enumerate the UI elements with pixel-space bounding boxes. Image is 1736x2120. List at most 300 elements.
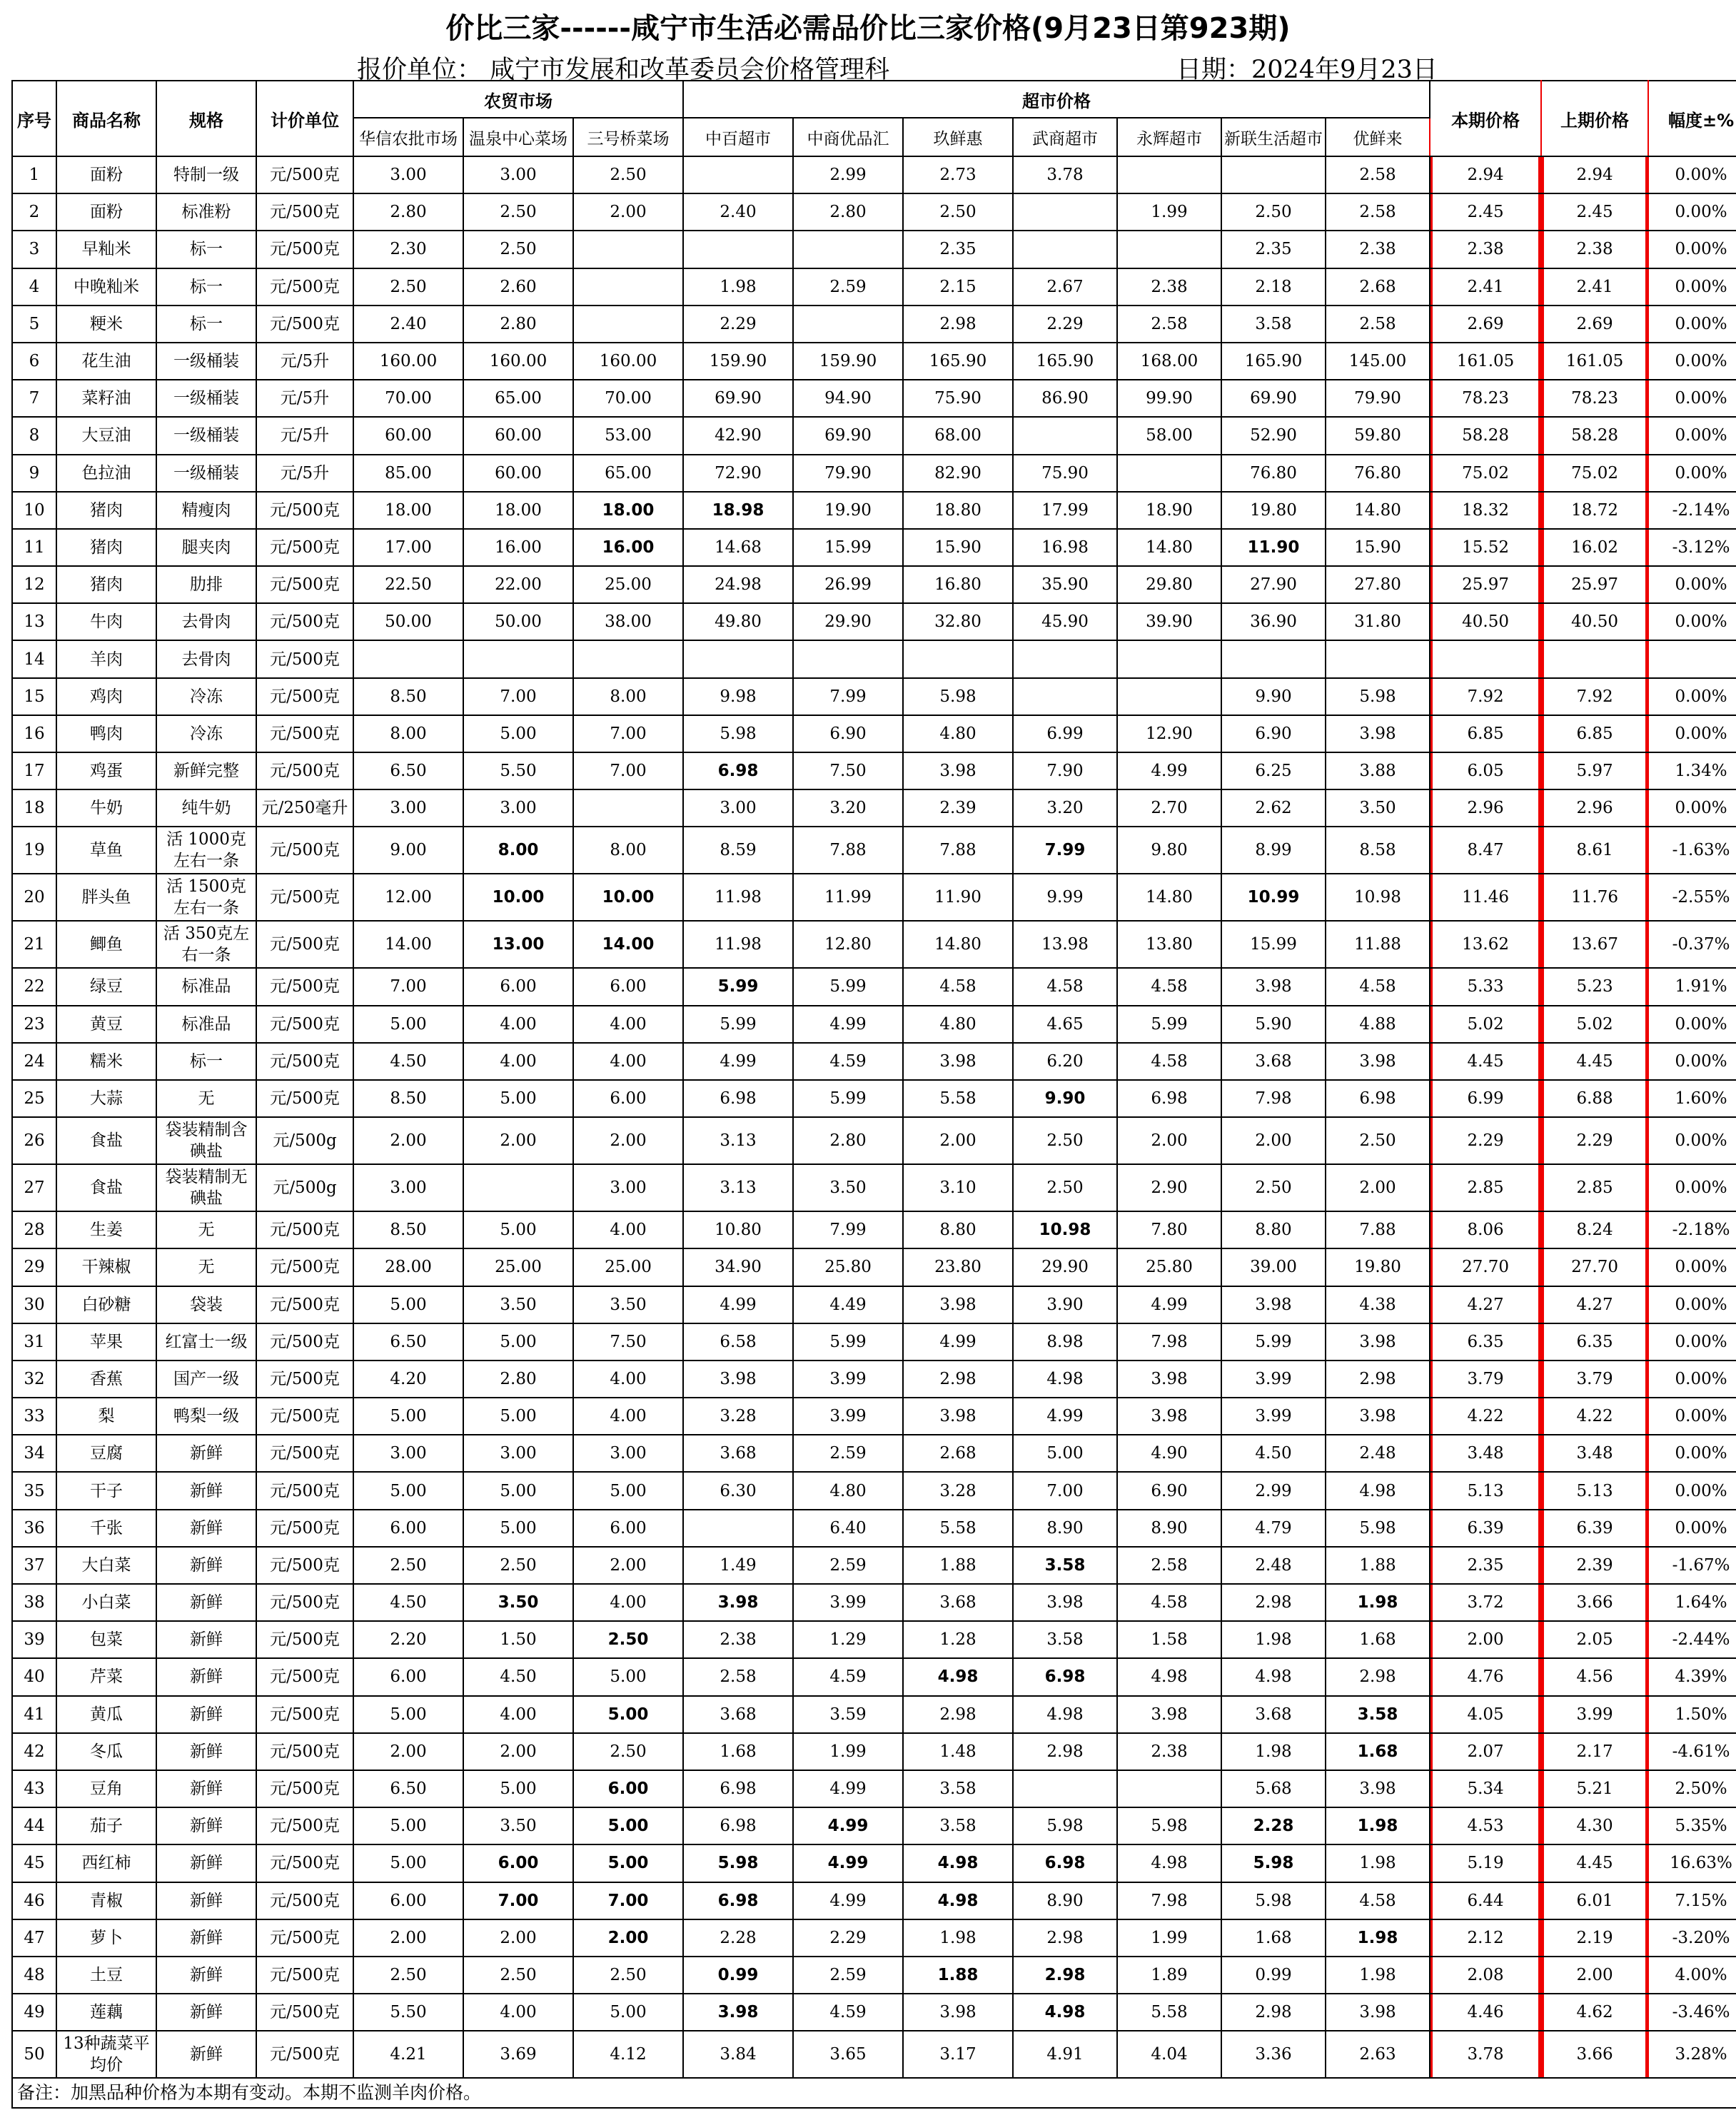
cell-store-price: 2.59 bbox=[793, 268, 903, 306]
cell-store-price: 2.50 bbox=[463, 231, 573, 268]
cell-seq: 7 bbox=[12, 380, 56, 417]
cell-name: 鸭肉 bbox=[56, 715, 156, 752]
table-row bbox=[12, 2031, 1736, 2078]
cell-current: 2.38 bbox=[1430, 231, 1541, 268]
cell-change: 4.00% bbox=[1648, 1957, 1736, 1994]
cell-previous: 13.67 bbox=[1541, 921, 1648, 968]
cell-current: 6.99 bbox=[1430, 1080, 1541, 1117]
cell-store-price bbox=[1013, 678, 1117, 715]
cell-seq: 49 bbox=[12, 1994, 56, 2031]
table-row bbox=[12, 1919, 1736, 1957]
cell-store-price: 4.99 bbox=[793, 1807, 903, 1844]
cell-seq: 34 bbox=[12, 1435, 56, 1472]
cell-name: 黄豆 bbox=[56, 1006, 156, 1043]
cell-store-price: 5.00 bbox=[573, 1807, 683, 1844]
cell-change: 0.00% bbox=[1648, 1043, 1736, 1080]
cell-store-price: 8.50 bbox=[353, 1211, 463, 1248]
header-market-group: 超市价格 bbox=[683, 81, 1430, 118]
cell-change: 0.00% bbox=[1648, 1435, 1736, 1472]
table-row bbox=[12, 1472, 1736, 1509]
cell-store-price: 4.99 bbox=[683, 1043, 793, 1080]
cell-store-price: 3.58 bbox=[1221, 306, 1326, 343]
cell-store-price: 52.90 bbox=[1221, 417, 1326, 454]
cell-name: 牛肉 bbox=[56, 603, 156, 640]
cell-current: 78.23 bbox=[1430, 380, 1541, 417]
cell-unit: 元/500克 bbox=[256, 1957, 353, 1994]
cell-name: 菜籽油 bbox=[56, 380, 156, 417]
cell-change: -3.20% bbox=[1648, 1919, 1736, 1957]
cell-spec: 新鲜 bbox=[156, 1435, 256, 1472]
cell-previous: 4.45 bbox=[1541, 1043, 1648, 1080]
table-row bbox=[12, 1882, 1736, 1919]
cell-name: 西红柿 bbox=[56, 1844, 156, 1882]
cell-spec: 腿夹肉 bbox=[156, 529, 256, 566]
cell-store-price: 76.80 bbox=[1221, 455, 1326, 492]
cell-change: 2.50% bbox=[1648, 1770, 1736, 1807]
cell-previous: 7.92 bbox=[1541, 678, 1648, 715]
cell-name: 猪肉 bbox=[56, 566, 156, 603]
cell-current: 7.92 bbox=[1430, 678, 1541, 715]
cell-store-price: 3.99 bbox=[793, 1398, 903, 1435]
cell-store-price: 25.80 bbox=[793, 1248, 903, 1286]
cell-store-price bbox=[683, 640, 793, 677]
cell-store-price: 3.98 bbox=[1221, 1286, 1326, 1323]
cell-unit: 元/500克 bbox=[256, 529, 353, 566]
cell-name: 早籼米 bbox=[56, 231, 156, 268]
cell-store-price: 5.00 bbox=[573, 1696, 683, 1733]
cell-previous: 6.01 bbox=[1541, 1882, 1648, 1919]
cell-seq: 29 bbox=[12, 1248, 56, 1286]
cell-store-price: 2.98 bbox=[1013, 1733, 1117, 1770]
cell-store-price: 4.98 bbox=[1013, 1696, 1117, 1733]
cell-spec: 特制一级 bbox=[156, 156, 256, 193]
cell-seq: 38 bbox=[12, 1584, 56, 1621]
table-row bbox=[12, 827, 1736, 874]
cell-store-price: 58.00 bbox=[1117, 417, 1221, 454]
cell-store-price: 7.00 bbox=[1013, 1472, 1117, 1509]
cell-store-price bbox=[1013, 193, 1117, 231]
cell-unit: 元/500克 bbox=[256, 1844, 353, 1882]
cell-store-price: 6.98 bbox=[683, 1080, 793, 1117]
cell-spec: 新鲜 bbox=[156, 1844, 256, 1882]
cell-store-price: 5.00 bbox=[463, 1510, 573, 1547]
cell-change: 1.64% bbox=[1648, 1584, 1736, 1621]
cell-seq: 37 bbox=[12, 1547, 56, 1584]
cell-current: 5.02 bbox=[1430, 1006, 1541, 1043]
table-row bbox=[12, 968, 1736, 1005]
table-row bbox=[12, 529, 1736, 566]
cell-change: 0.00% bbox=[1648, 789, 1736, 827]
cell-change: 0.00% bbox=[1648, 1164, 1736, 1211]
cell-store-price: 7.98 bbox=[1221, 1080, 1326, 1117]
cell-change: -2.44% bbox=[1648, 1621, 1736, 1658]
cell-store-price: 8.50 bbox=[353, 1080, 463, 1117]
cell-name: 大白菜 bbox=[56, 1547, 156, 1584]
cell-store-price: 5.99 bbox=[793, 1080, 903, 1117]
cell-store-price: 3.68 bbox=[683, 1696, 793, 1733]
cell-store-price: 9.00 bbox=[353, 827, 463, 874]
cell-seq: 9 bbox=[12, 455, 56, 492]
cell-store-price: 2.00 bbox=[463, 1733, 573, 1770]
cell-spec: 新鲜 bbox=[156, 1882, 256, 1919]
cell-seq: 18 bbox=[12, 789, 56, 827]
cell-store-price: 5.98 bbox=[903, 678, 1013, 715]
cell-spec: 活 350克左右一条 bbox=[156, 921, 256, 968]
cell-store-price: 39.00 bbox=[1221, 1248, 1326, 1286]
cell-store-price: 3.36 bbox=[1221, 2031, 1326, 2078]
cell-store-price bbox=[1117, 640, 1221, 677]
cell-name: 冬瓜 bbox=[56, 1733, 156, 1770]
cell-previous: 11.76 bbox=[1541, 874, 1648, 921]
cell-store-price: 14.80 bbox=[1117, 874, 1221, 921]
cell-current: 4.27 bbox=[1430, 1286, 1541, 1323]
header-seq: 序号 bbox=[12, 81, 56, 156]
cell-store-price: 59.80 bbox=[1326, 417, 1430, 454]
cell-name: 包菜 bbox=[56, 1621, 156, 1658]
cell-store-price bbox=[463, 1164, 573, 1211]
cell-unit: 元/500克 bbox=[256, 1286, 353, 1323]
table-row bbox=[12, 1844, 1736, 1882]
cell-store-price: 4.59 bbox=[793, 1043, 903, 1080]
cell-seq: 6 bbox=[12, 343, 56, 380]
cell-name: 草鱼 bbox=[56, 827, 156, 874]
cell-store-price: 1.68 bbox=[1221, 1919, 1326, 1957]
cell-store-price: 10.00 bbox=[463, 874, 573, 921]
cell-store-price: 3.00 bbox=[353, 789, 463, 827]
cell-seq: 26 bbox=[12, 1117, 56, 1164]
cell-unit: 元/500克 bbox=[256, 715, 353, 752]
cell-store-price: 5.00 bbox=[573, 1994, 683, 2031]
cell-store-price: 2.50 bbox=[573, 1957, 683, 1994]
cell-store-price: 1.48 bbox=[903, 1733, 1013, 1770]
table-row bbox=[12, 1211, 1736, 1248]
table-row bbox=[12, 492, 1736, 529]
cell-change: 4.39% bbox=[1648, 1658, 1736, 1695]
cell-previous: 161.05 bbox=[1541, 343, 1648, 380]
cell-store-price bbox=[793, 640, 903, 677]
cell-store-price: 29.80 bbox=[1117, 566, 1221, 603]
table-row bbox=[12, 1248, 1736, 1286]
cell-unit: 元/500克 bbox=[256, 1770, 353, 1807]
cell-store-price: 11.99 bbox=[793, 874, 903, 921]
cell-name: 鸡蛋 bbox=[56, 752, 156, 789]
cell-name: 色拉油 bbox=[56, 455, 156, 492]
cell-store-price: 3.65 bbox=[793, 2031, 903, 2078]
cell-store-price: 4.99 bbox=[793, 1006, 903, 1043]
cell-name: 白砂糖 bbox=[56, 1286, 156, 1323]
cell-store-price: 4.58 bbox=[1013, 968, 1117, 1005]
table-row bbox=[12, 1080, 1736, 1117]
cell-unit: 元/500克 bbox=[256, 874, 353, 921]
cell-seq: 39 bbox=[12, 1621, 56, 1658]
cell-previous: 3.66 bbox=[1541, 1584, 1648, 1621]
cell-store-price: 12.90 bbox=[1117, 715, 1221, 752]
cell-store-price: 7.98 bbox=[1117, 1882, 1221, 1919]
cell-seq: 45 bbox=[12, 1844, 56, 1882]
cell-unit: 元/500g bbox=[256, 1164, 353, 1211]
cell-store-price: 3.68 bbox=[683, 1435, 793, 1472]
cell-store-price: 34.90 bbox=[683, 1248, 793, 1286]
cell-store-price: 10.98 bbox=[1013, 1211, 1117, 1248]
cell-store-price: 159.90 bbox=[793, 343, 903, 380]
cell-store-price: 4.58 bbox=[1326, 1882, 1430, 1919]
cell-previous: 2.05 bbox=[1541, 1621, 1648, 1658]
cell-unit: 元/500克 bbox=[256, 193, 353, 231]
cell-store-price: 5.99 bbox=[1117, 1006, 1221, 1043]
cell-current: 2.45 bbox=[1430, 193, 1541, 231]
cell-seq: 47 bbox=[12, 1919, 56, 1957]
cell-current: 6.05 bbox=[1430, 752, 1541, 789]
cell-store-price: 1.98 bbox=[1221, 1733, 1326, 1770]
cell-store-price: 69.90 bbox=[683, 380, 793, 417]
cell-store-price: 4.00 bbox=[463, 1994, 573, 2031]
cell-store-price bbox=[683, 1510, 793, 1547]
cell-store-price: 6.99 bbox=[1013, 715, 1117, 752]
cell-store-price: 2.48 bbox=[1326, 1435, 1430, 1472]
cell-store-price: 6.90 bbox=[793, 715, 903, 752]
cell-store-price: 2.38 bbox=[683, 1621, 793, 1658]
cell-store-price: 2.50 bbox=[1013, 1164, 1117, 1211]
cell-store-price: 6.98 bbox=[1013, 1844, 1117, 1882]
cell-store-price: 6.00 bbox=[353, 1510, 463, 1547]
cell-seq: 40 bbox=[12, 1658, 56, 1695]
cell-store-price: 72.90 bbox=[683, 455, 793, 492]
cell-name: 茄子 bbox=[56, 1807, 156, 1844]
cell-unit: 元/500克 bbox=[256, 1398, 353, 1435]
cell-store-price: 50.00 bbox=[353, 603, 463, 640]
cell-store-price: 4.00 bbox=[463, 1006, 573, 1043]
cell-previous: 5.02 bbox=[1541, 1006, 1648, 1043]
cell-unit: 元/500克 bbox=[256, 1006, 353, 1043]
cell-spec: 新鲜 bbox=[156, 1957, 256, 1994]
cell-store-price: 8.98 bbox=[1013, 1323, 1117, 1361]
cell-store-price: 2.73 bbox=[903, 156, 1013, 193]
cell-change: -4.61% bbox=[1648, 1733, 1736, 1770]
header-spec: 规格 bbox=[156, 81, 256, 156]
cell-change: 1.50% bbox=[1648, 1696, 1736, 1733]
cell-seq: 3 bbox=[12, 231, 56, 268]
cell-store-price: 7.00 bbox=[463, 678, 573, 715]
cell-store-price: 14.80 bbox=[903, 921, 1013, 968]
table-row bbox=[12, 715, 1736, 752]
cell-store-price: 11.90 bbox=[1221, 529, 1326, 566]
cell-store-price: 5.00 bbox=[353, 1398, 463, 1435]
cell-store-price: 18.00 bbox=[573, 492, 683, 529]
cell-change: 0.00% bbox=[1648, 380, 1736, 417]
cell-store-price: 2.99 bbox=[793, 156, 903, 193]
cell-store-price: 2.50 bbox=[353, 268, 463, 306]
table-row bbox=[12, 380, 1736, 417]
cell-unit: 元/500克 bbox=[256, 1584, 353, 1621]
cell-store-price: 2.58 bbox=[1326, 156, 1430, 193]
table-row bbox=[12, 1398, 1736, 1435]
cell-store-price: 4.00 bbox=[463, 1696, 573, 1733]
cell-current: 3.72 bbox=[1430, 1584, 1541, 1621]
cell-store-price: 2.50 bbox=[573, 1621, 683, 1658]
cell-name: 青椒 bbox=[56, 1882, 156, 1919]
cell-change: 0.00% bbox=[1648, 1248, 1736, 1286]
cell-store-price: 2.29 bbox=[683, 306, 793, 343]
cell-store-price: 45.90 bbox=[1013, 603, 1117, 640]
cell-spec: 标一 bbox=[156, 231, 256, 268]
cell-store-price: 168.00 bbox=[1117, 343, 1221, 380]
cell-change: 1.60% bbox=[1648, 1080, 1736, 1117]
cell-store-price: 4.99 bbox=[683, 1286, 793, 1323]
cell-store-price: 2.50 bbox=[903, 193, 1013, 231]
cell-store-price: 9.90 bbox=[1221, 678, 1326, 715]
cell-name: 花生油 bbox=[56, 343, 156, 380]
cell-store-price: 4.90 bbox=[1117, 1435, 1221, 1472]
cell-store-price: 19.80 bbox=[1326, 1248, 1430, 1286]
cell-store-price: 2.98 bbox=[903, 1696, 1013, 1733]
cell-store-price: 4.98 bbox=[1326, 1472, 1430, 1509]
cell-previous: 16.02 bbox=[1541, 529, 1648, 566]
cell-store-price: 25.00 bbox=[573, 566, 683, 603]
cell-store-price: 2.59 bbox=[793, 1435, 903, 1472]
cell-store-price: 3.28 bbox=[903, 1472, 1013, 1509]
cell-store-price bbox=[573, 789, 683, 827]
cell-store-price: 2.00 bbox=[903, 1117, 1013, 1164]
cell-name: 千张 bbox=[56, 1510, 156, 1547]
cell-store-price: 1.98 bbox=[1221, 1621, 1326, 1658]
cell-store-price: 27.80 bbox=[1326, 566, 1430, 603]
table-row bbox=[12, 1770, 1736, 1807]
cell-store-price: 5.98 bbox=[1326, 678, 1430, 715]
cell-store-price: 1.88 bbox=[903, 1957, 1013, 1994]
cell-store-price: 8.99 bbox=[1221, 827, 1326, 874]
cell-spec: 标一 bbox=[156, 1043, 256, 1080]
cell-previous: 8.24 bbox=[1541, 1211, 1648, 1248]
cell-store-price: 4.00 bbox=[573, 1361, 683, 1398]
cell-change: -2.55% bbox=[1648, 874, 1736, 921]
cell-unit: 元/500克 bbox=[256, 678, 353, 715]
cell-store-price: 69.90 bbox=[793, 417, 903, 454]
cell-store-price: 5.58 bbox=[903, 1080, 1013, 1117]
cell-store-price: 5.00 bbox=[463, 1211, 573, 1248]
cell-store-price: 4.98 bbox=[1013, 1994, 1117, 2031]
cell-store-price: 4.79 bbox=[1221, 1510, 1326, 1547]
table-row bbox=[12, 1957, 1736, 1994]
cell-store-price: 18.98 bbox=[683, 492, 793, 529]
cell-store-price: 1.68 bbox=[1326, 1621, 1430, 1658]
cell-store-price: 7.88 bbox=[1326, 1211, 1430, 1248]
cell-change: 0.00% bbox=[1648, 1510, 1736, 1547]
cell-store-price: 5.00 bbox=[353, 1286, 463, 1323]
cell-store-price: 1.28 bbox=[903, 1621, 1013, 1658]
cell-store-price: 2.00 bbox=[463, 1919, 573, 1957]
cell-change: -3.46% bbox=[1648, 1994, 1736, 2031]
cell-spec: 新鲜 bbox=[156, 1994, 256, 2031]
cell-store-price: 4.50 bbox=[463, 1658, 573, 1695]
cell-spec: 冷冻 bbox=[156, 715, 256, 752]
cell-store-price: 19.90 bbox=[793, 492, 903, 529]
cell-unit: 元/500克 bbox=[256, 1919, 353, 1957]
cell-current: 5.19 bbox=[1430, 1844, 1541, 1882]
cell-previous: 2.39 bbox=[1541, 1547, 1648, 1584]
cell-store-price: 5.68 bbox=[1221, 1770, 1326, 1807]
cell-current: 2.12 bbox=[1430, 1919, 1541, 1957]
cell-store-price: 2.48 bbox=[1221, 1547, 1326, 1584]
cell-store-price: 1.89 bbox=[1117, 1957, 1221, 1994]
cell-name: 中晚籼米 bbox=[56, 268, 156, 306]
cell-seq: 23 bbox=[12, 1006, 56, 1043]
cell-store-price: 35.90 bbox=[1013, 566, 1117, 603]
cell-store-price: 5.90 bbox=[1221, 1006, 1326, 1043]
cell-store-price: 6.98 bbox=[683, 752, 793, 789]
cell-store-price: 5.98 bbox=[683, 715, 793, 752]
cell-store-price: 4.00 bbox=[463, 1043, 573, 1080]
cell-store-price: 16.00 bbox=[573, 529, 683, 566]
cell-current: 2.07 bbox=[1430, 1733, 1541, 1770]
cell-change: 5.35% bbox=[1648, 1807, 1736, 1844]
cell-spec: 一级桶装 bbox=[156, 455, 256, 492]
cell-current: 4.46 bbox=[1430, 1994, 1541, 2031]
cell-store-price: 2.99 bbox=[1221, 1472, 1326, 1509]
cell-unit: 元/500克 bbox=[256, 1994, 353, 2031]
cell-store-price: 2.50 bbox=[463, 1547, 573, 1584]
cell-name: 绿豆 bbox=[56, 968, 156, 1005]
cell-spec: 新鲜 bbox=[156, 1919, 256, 1957]
cell-store-price: 6.30 bbox=[683, 1472, 793, 1509]
cell-previous: 2.85 bbox=[1541, 1164, 1648, 1211]
cell-store-price: 2.00 bbox=[573, 193, 683, 231]
cell-store-price: 76.80 bbox=[1326, 455, 1430, 492]
cell-seq: 35 bbox=[12, 1472, 56, 1509]
cell-unit: 元/500克 bbox=[256, 1435, 353, 1472]
table-row bbox=[12, 1323, 1736, 1361]
cell-store-price: 5.99 bbox=[793, 968, 903, 1005]
cell-store-price: 14.68 bbox=[683, 529, 793, 566]
report-title: 价比三家------咸宁市生活必需品价比三家价格(9月23日第923期) bbox=[445, 12, 1291, 45]
header-store: 中百超市 bbox=[683, 118, 793, 156]
cell-spec: 精瘦肉 bbox=[156, 492, 256, 529]
cell-store-price: 2.29 bbox=[1013, 306, 1117, 343]
cell-store-price: 3.59 bbox=[793, 1696, 903, 1733]
cell-seq: 24 bbox=[12, 1043, 56, 1080]
cell-store-price bbox=[793, 231, 903, 268]
cell-name: 萝卜 bbox=[56, 1919, 156, 1957]
cell-store-price: 3.98 bbox=[1326, 1043, 1430, 1080]
header-farm-group: 农贸市场 bbox=[353, 81, 683, 118]
cell-seq: 12 bbox=[12, 566, 56, 603]
cell-store-price: 3.13 bbox=[683, 1117, 793, 1164]
cell-seq: 4 bbox=[12, 268, 56, 306]
cell-previous: 18.72 bbox=[1541, 492, 1648, 529]
cell-change: 0.00% bbox=[1648, 417, 1736, 454]
cell-store-price: 4.65 bbox=[1013, 1006, 1117, 1043]
table-row bbox=[12, 1286, 1736, 1323]
cell-store-price: 2.38 bbox=[1117, 1733, 1221, 1770]
cell-store-price: 1.49 bbox=[683, 1547, 793, 1584]
cell-previous: 25.97 bbox=[1541, 566, 1648, 603]
cell-spec: 新鲜 bbox=[156, 1733, 256, 1770]
cell-store-price: 6.98 bbox=[1013, 1658, 1117, 1695]
cell-store-price: 3.58 bbox=[903, 1770, 1013, 1807]
cell-store-price: 29.90 bbox=[793, 603, 903, 640]
cell-store-price: 3.50 bbox=[1326, 789, 1430, 827]
cell-store-price bbox=[683, 231, 793, 268]
cell-store-price bbox=[1117, 455, 1221, 492]
cell-spec: 新鲜 bbox=[156, 1472, 256, 1509]
cell-spec: 活 1000克左右一条 bbox=[156, 827, 256, 874]
cell-store-price: 3.98 bbox=[903, 1286, 1013, 1323]
cell-name: 牛奶 bbox=[56, 789, 156, 827]
cell-store-price bbox=[1013, 640, 1117, 677]
cell-store-price: 19.80 bbox=[1221, 492, 1326, 529]
cell-store-price: 7.88 bbox=[793, 827, 903, 874]
cell-change bbox=[1648, 640, 1736, 677]
cell-store-price: 6.00 bbox=[573, 1770, 683, 1807]
